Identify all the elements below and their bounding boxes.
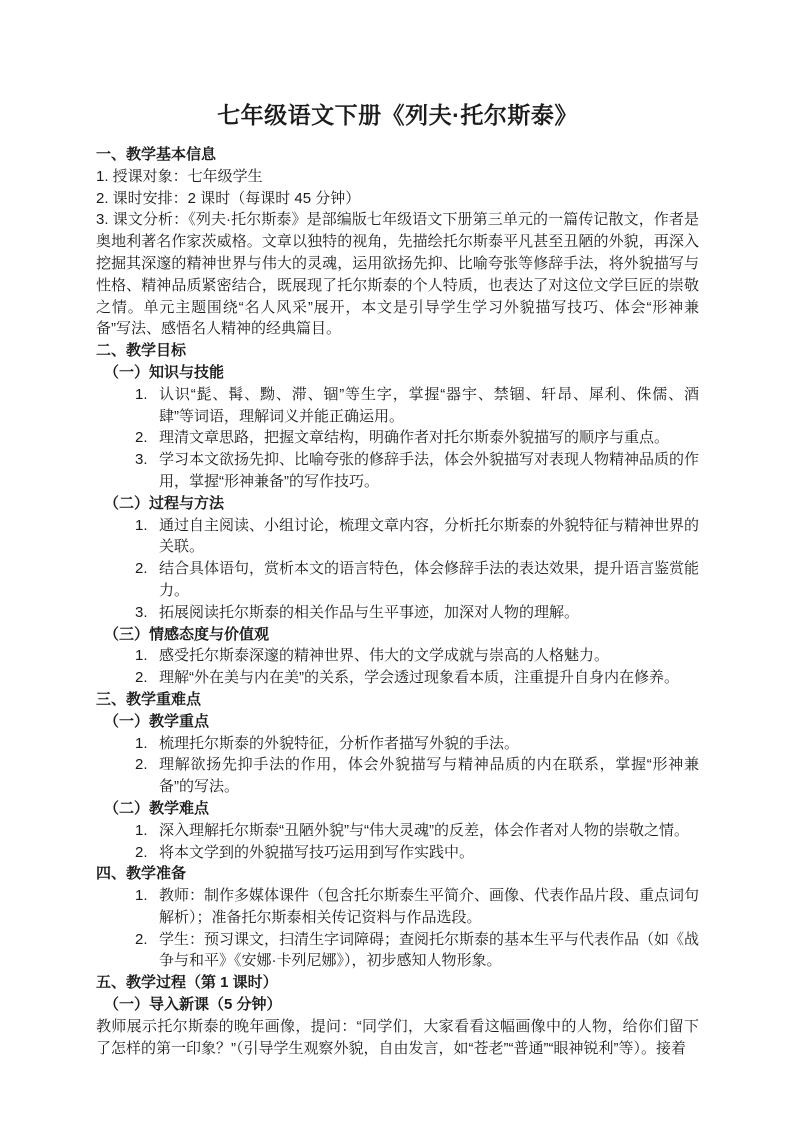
list-item-knowledge-2 <box>96 427 699 449</box>
list-number: 2. <box>135 930 148 948</box>
list-text: 拓展阅读托尔斯泰的相关作品与生平事迹，加深对人物的理解。 <box>159 603 580 621</box>
list-number: 1. <box>135 887 148 905</box>
list-number: 3. <box>135 451 148 469</box>
section-preparation-heading: 四、教学准备 <box>96 865 187 883</box>
list-item-student-prep <box>96 929 699 973</box>
list-text: 认识“髭、髯、黝、滞、锢”等生字，掌握“器宇、禁锢、轩昂、犀利、侏儒、酒肆”等词语，理解词义并能正确运用。 <box>159 385 699 425</box>
list-number: 1. <box>135 385 148 403</box>
list-number: 2. <box>135 756 148 774</box>
list-item-keypoint-1 <box>96 733 699 755</box>
list-item-emotion-1 <box>96 645 699 667</box>
section-objectives-heading: 二、教学目标 <box>96 342 187 360</box>
list-item-keypoint-2 <box>96 754 699 798</box>
list-number: 2. <box>135 669 148 687</box>
list-number: 2. <box>135 843 148 861</box>
list-text: 理清文章思路，把握文章结构，明确作者对托尔斯泰外貌描写的顺序与重点。 <box>159 429 670 447</box>
list-number: 2. <box>135 560 148 578</box>
list-text: 深入理解托尔斯泰“丑陋外貌”与“伟大灵魂”的反差，体会作者对人物的崇敬之情。 <box>159 821 689 839</box>
list-text: 理解欲扬先抑手法的作用，体会外貌描写与精神品质的内在联系，掌握“形神兼备”的写法。 <box>159 756 699 796</box>
list-item-emotion-2 <box>96 667 699 689</box>
subsection-key-points-heading: （一）教学重点 <box>104 712 210 730</box>
subsection-knowledge-skills-heading: （一）知识与技能 <box>104 363 225 381</box>
section-teaching-process-heading: 五、教学过程（第 1 课时） <box>96 974 278 992</box>
list-item-knowledge-3 <box>96 449 699 493</box>
list-text: 学习本文欲扬先抑、比喻夸张的修辞手法，体会外貌描写对表现人物精神品质的作用，掌握“形神兼备”的写作技巧。 <box>159 451 700 490</box>
subsection-difficult-points-heading: （二）教学难点 <box>104 799 210 817</box>
list-item-teacher-prep <box>96 885 699 929</box>
list-number: 1. <box>135 516 148 534</box>
list-item-process-3 <box>96 602 699 624</box>
subsection-emotion-values-heading: （三）情感态度与价值观 <box>104 625 270 643</box>
list-text: 通过自主阅读、小组讨论，梳理文章内容，分析托尔斯泰的外貌特征与精神世界的关联。 <box>159 516 700 556</box>
list-number: 1. <box>135 821 148 839</box>
section-key-difficult-points-heading: 三、教学重难点 <box>96 690 202 708</box>
list-text: 结合具体语句，赏析本文的语言特色，体会修辞手法的表达效果，提升语言鉴赏能力。 <box>159 560 700 599</box>
subsection-lesson-intro-heading: （一）导入新课（5 分钟） <box>104 996 282 1014</box>
text-analysis-paragraph: 3. 课文分析：《列夫·托尔斯泰》是部编版七年级语文下册第三单元的一篇传记散文，作者是奥地利著名作家茨威格。文章以独特的视角，先描绘托尔斯泰平凡甚至丑陋的外貌，再深入挖掘其深邃的精神世界与伟大的灵魂，运用欲扬先抑、比喻夸张等修辞手法，将外貌描写与性格、精神品质紧密结合，既展现了托尔斯泰的个人特质，也表达了对这位文学巨匠的崇敬之情。单元主题围绕“名人风采”展开，本文是引导学生学习外貌描写技巧、体会“形神兼备”写法、感悟名人精神的经典篇目。 <box>96 211 699 338</box>
list-item-difficulty-2 <box>96 842 699 864</box>
list-number: 1. <box>135 647 148 665</box>
list-text: 将本文学到的外貌描写技巧运用到写作实践中。 <box>159 843 475 861</box>
list-text: 学生：预习课文，扫清生字词障碍；查阅托尔斯泰的基本生平与代表作品（如《战争与和平》《安娜·卡列尼娜》），初步感知人物形象。 <box>159 930 700 970</box>
list-item-difficulty-1 <box>96 820 699 842</box>
page-title: 七年级语文下册《列夫·托尔斯泰》 <box>217 102 578 128</box>
list-text: 感受托尔斯泰深邃的精神世界、伟大的文学成就与崇高的人格魅力。 <box>159 647 610 665</box>
list-text: 理解“外在美与内在美”的关系，学会透过现象看本质，注重提升自身内在修养。 <box>159 669 679 687</box>
list-text: 梳理托尔斯泰的外貌特征，分析作者描写外貌的手法。 <box>159 734 520 752</box>
section-basic-info-heading: 一、教学基本信息 <box>96 146 217 163</box>
list-number: 3. <box>135 603 148 621</box>
document-body <box>96 144 699 1059</box>
list-item-knowledge-1 <box>96 384 699 428</box>
lesson-intro-paragraph: 教师展示托尔斯泰的晚年画像，提问：“同学们，大家看看这幅画像中的人物，给你们留下了怎样的第一印象？”（引导学生观察外貌，自由发言，如“苍老”“普通”“眼神锐利”等）。接着 <box>96 1017 699 1057</box>
lesson-schedule-line: 2. 课时安排：2 课时（每课时 45 分钟） <box>96 189 361 207</box>
list-number: 1. <box>135 734 148 752</box>
lesson-target-line: 1. 授课对象：七年级学生 <box>96 167 263 185</box>
list-number: 2. <box>135 429 148 447</box>
list-item-process-2 <box>96 558 699 602</box>
list-item-process-1 <box>96 515 699 559</box>
list-text: 教师：制作多媒体课件（包含托尔斯泰生平简介、画像、代表作品片段、重点词句解析）；准备托尔斯泰相关传记资料与作品选段。 <box>159 887 700 926</box>
subsection-process-methods-heading: （二）过程与方法 <box>104 494 225 512</box>
